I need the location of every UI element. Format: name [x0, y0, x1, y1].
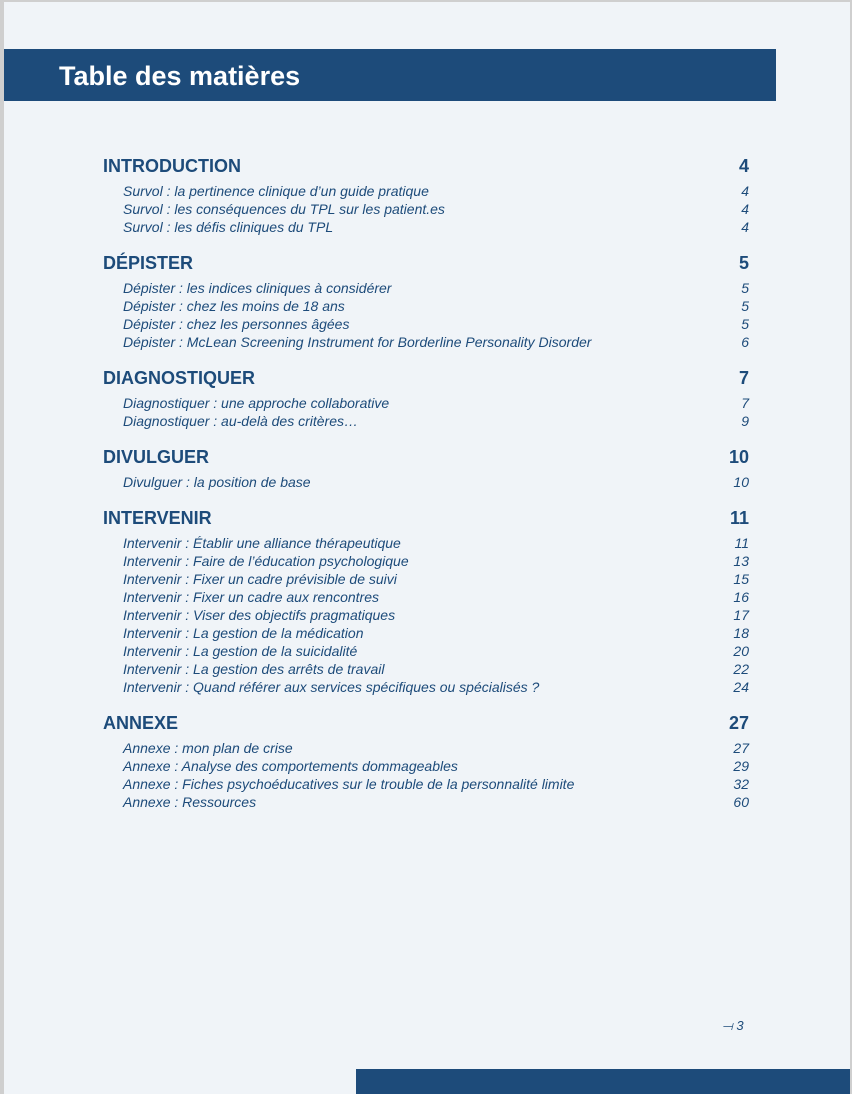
toc-entry[interactable] [103, 315, 749, 333]
toc-entry-page-number: 6 [741, 334, 749, 350]
section-page-number: 27 [728, 713, 749, 733]
toc-entry[interactable] [103, 678, 749, 696]
toc-entry-label: Diagnostiquer : au-delà des critères… [123, 413, 359, 429]
toc-entry[interactable] [103, 333, 749, 351]
toc-entry-page-number: 4 [741, 183, 749, 199]
toc-entry[interactable] [103, 182, 749, 200]
toc-entry-label: Survol : la pertinence clinique d’un guide pratique [123, 183, 429, 199]
toc-entry[interactable] [103, 297, 749, 315]
toc-entry-label: Intervenir : Établir une alliance thérapeutique [123, 535, 401, 551]
toc-entry-label: Dépister : les indices cliniques à considérer [123, 280, 392, 296]
section-page-number: 10 [728, 447, 749, 467]
toc-entry-label: Annexe : mon plan de crise [123, 740, 293, 756]
toc-entry[interactable] [103, 218, 749, 236]
document-page [4, 2, 850, 1094]
section-heading: DIAGNOSTIQUER [103, 368, 256, 388]
toc-entry[interactable] [103, 588, 749, 606]
toc-entry-page-number: 5 [741, 298, 749, 314]
toc-entry-page-number: 29 [733, 758, 749, 774]
toc-entry-page-number: 11 [734, 535, 749, 551]
toc-section [103, 251, 749, 351]
toc-entry-page-number: 22 [733, 661, 749, 677]
toc-entry-page-number: 4 [741, 219, 749, 235]
toc-entry-label: Dépister : McLean Screening Instrument for Borderline Personality Disorder [123, 334, 592, 350]
page-title: Table des matières [59, 61, 301, 91]
toc-entry[interactable] [103, 412, 749, 430]
toc-entry[interactable] [103, 570, 749, 588]
toc-entry-page-number: 60 [733, 794, 749, 810]
toc-entry-page-number: 10 [733, 474, 749, 490]
toc-entry-page-number: 18 [733, 625, 749, 641]
toc-entry-label: Intervenir : La gestion des arrêts de travail [123, 661, 385, 677]
section-heading-row[interactable] [103, 251, 749, 275]
toc-entry[interactable] [103, 534, 749, 552]
toc-entry-page-number: 5 [741, 316, 749, 332]
section-heading-row[interactable] [103, 154, 749, 178]
toc-entry[interactable] [103, 394, 749, 412]
toc-entry[interactable] [103, 552, 749, 570]
toc-section [103, 711, 749, 811]
footer-page-number: ⟞ 3 [722, 1018, 744, 1033]
toc-entry-label: Divulguer : la position de base [123, 474, 311, 490]
section-heading: INTERVENIR [103, 508, 212, 528]
toc-entry-label: Diagnostiquer : une approche collaborative [123, 395, 390, 411]
toc-entry-page-number: 15 [733, 571, 749, 587]
toc-entry-page-number: 24 [733, 679, 749, 695]
toc-entry-page-number: 7 [741, 395, 749, 411]
toc-entry-page-number: 20 [733, 643, 749, 659]
section-page-number: 11 [729, 508, 749, 528]
toc-entry-page-number: 17 [733, 607, 749, 623]
section-heading: ANNEXE [103, 713, 179, 733]
toc-section [103, 445, 749, 491]
toc-entry-page-number: 13 [733, 553, 749, 569]
section-heading-row[interactable] [103, 445, 749, 469]
toc-entry[interactable] [103, 279, 749, 297]
section-heading-row[interactable] [103, 506, 749, 530]
toc-entry-label: Intervenir : Faire de l’éducation psychologique [123, 553, 409, 569]
toc-entry[interactable] [103, 642, 749, 660]
toc-entry-label: Intervenir : Fixer un cadre aux rencontres [123, 589, 380, 605]
section-heading-row[interactable] [103, 366, 749, 390]
toc-entry-label: Intervenir : Fixer un cadre prévisible de suivi [123, 571, 397, 587]
section-page-number: 7 [738, 368, 749, 388]
toc-entry[interactable] [103, 739, 749, 757]
toc-entry[interactable] [103, 660, 749, 678]
toc-entry[interactable] [103, 793, 749, 811]
section-heading: DÉPISTER [103, 253, 194, 273]
section-heading: INTRODUCTION [103, 156, 241, 176]
toc-entry[interactable] [103, 200, 749, 218]
title-banner [4, 49, 776, 101]
toc-entry-label: Intervenir : La gestion de la suicidalité [123, 643, 358, 659]
toc-entry[interactable] [103, 624, 749, 642]
toc-entry[interactable] [103, 606, 749, 624]
toc-entry[interactable] [103, 775, 749, 793]
toc-section [103, 506, 749, 696]
toc-entry-page-number: 5 [741, 280, 749, 296]
section-page-number: 5 [738, 253, 749, 273]
toc-entry-label: Survol : les défis cliniques du TPL [123, 219, 334, 235]
toc-entry[interactable] [103, 473, 749, 491]
footer-bar [356, 1069, 850, 1094]
section-heading: DIVULGUER [103, 447, 210, 467]
toc-entry-label: Dépister : chez les personnes âgées [123, 316, 350, 332]
toc-entry-label: Survol : les conséquences du TPL sur les patient.es [123, 201, 445, 217]
toc-entry-page-number: 4 [741, 201, 749, 217]
table-of-contents [103, 154, 749, 826]
toc-entry-label: Annexe : Fiches psychoéducatives sur le trouble de la personnalité limite [123, 776, 575, 792]
toc-entry-label: Dépister : chez les moins de 18 ans [123, 298, 345, 314]
section-page-number: 4 [738, 156, 749, 176]
toc-entry-label: Annexe : Ressources [123, 794, 257, 810]
toc-entry-label: Annexe : Analyse des comportements dommageables [123, 758, 458, 774]
toc-entry-label: Intervenir : Quand référer aux services spécifiques ou spécialisés ? [123, 679, 540, 695]
toc-entry-label: Intervenir : Viser des objectifs pragmatiques [123, 607, 396, 623]
toc-entry-page-number: 27 [733, 740, 749, 756]
toc-entry-page-number: 32 [733, 776, 749, 792]
section-heading-row[interactable] [103, 711, 749, 735]
toc-entry-label: Intervenir : La gestion de la médication [123, 625, 364, 641]
toc-entry-page-number: 9 [741, 413, 749, 429]
toc-entry[interactable] [103, 757, 749, 775]
toc-section [103, 154, 749, 236]
toc-section [103, 366, 749, 430]
toc-entry-page-number: 16 [733, 589, 749, 605]
